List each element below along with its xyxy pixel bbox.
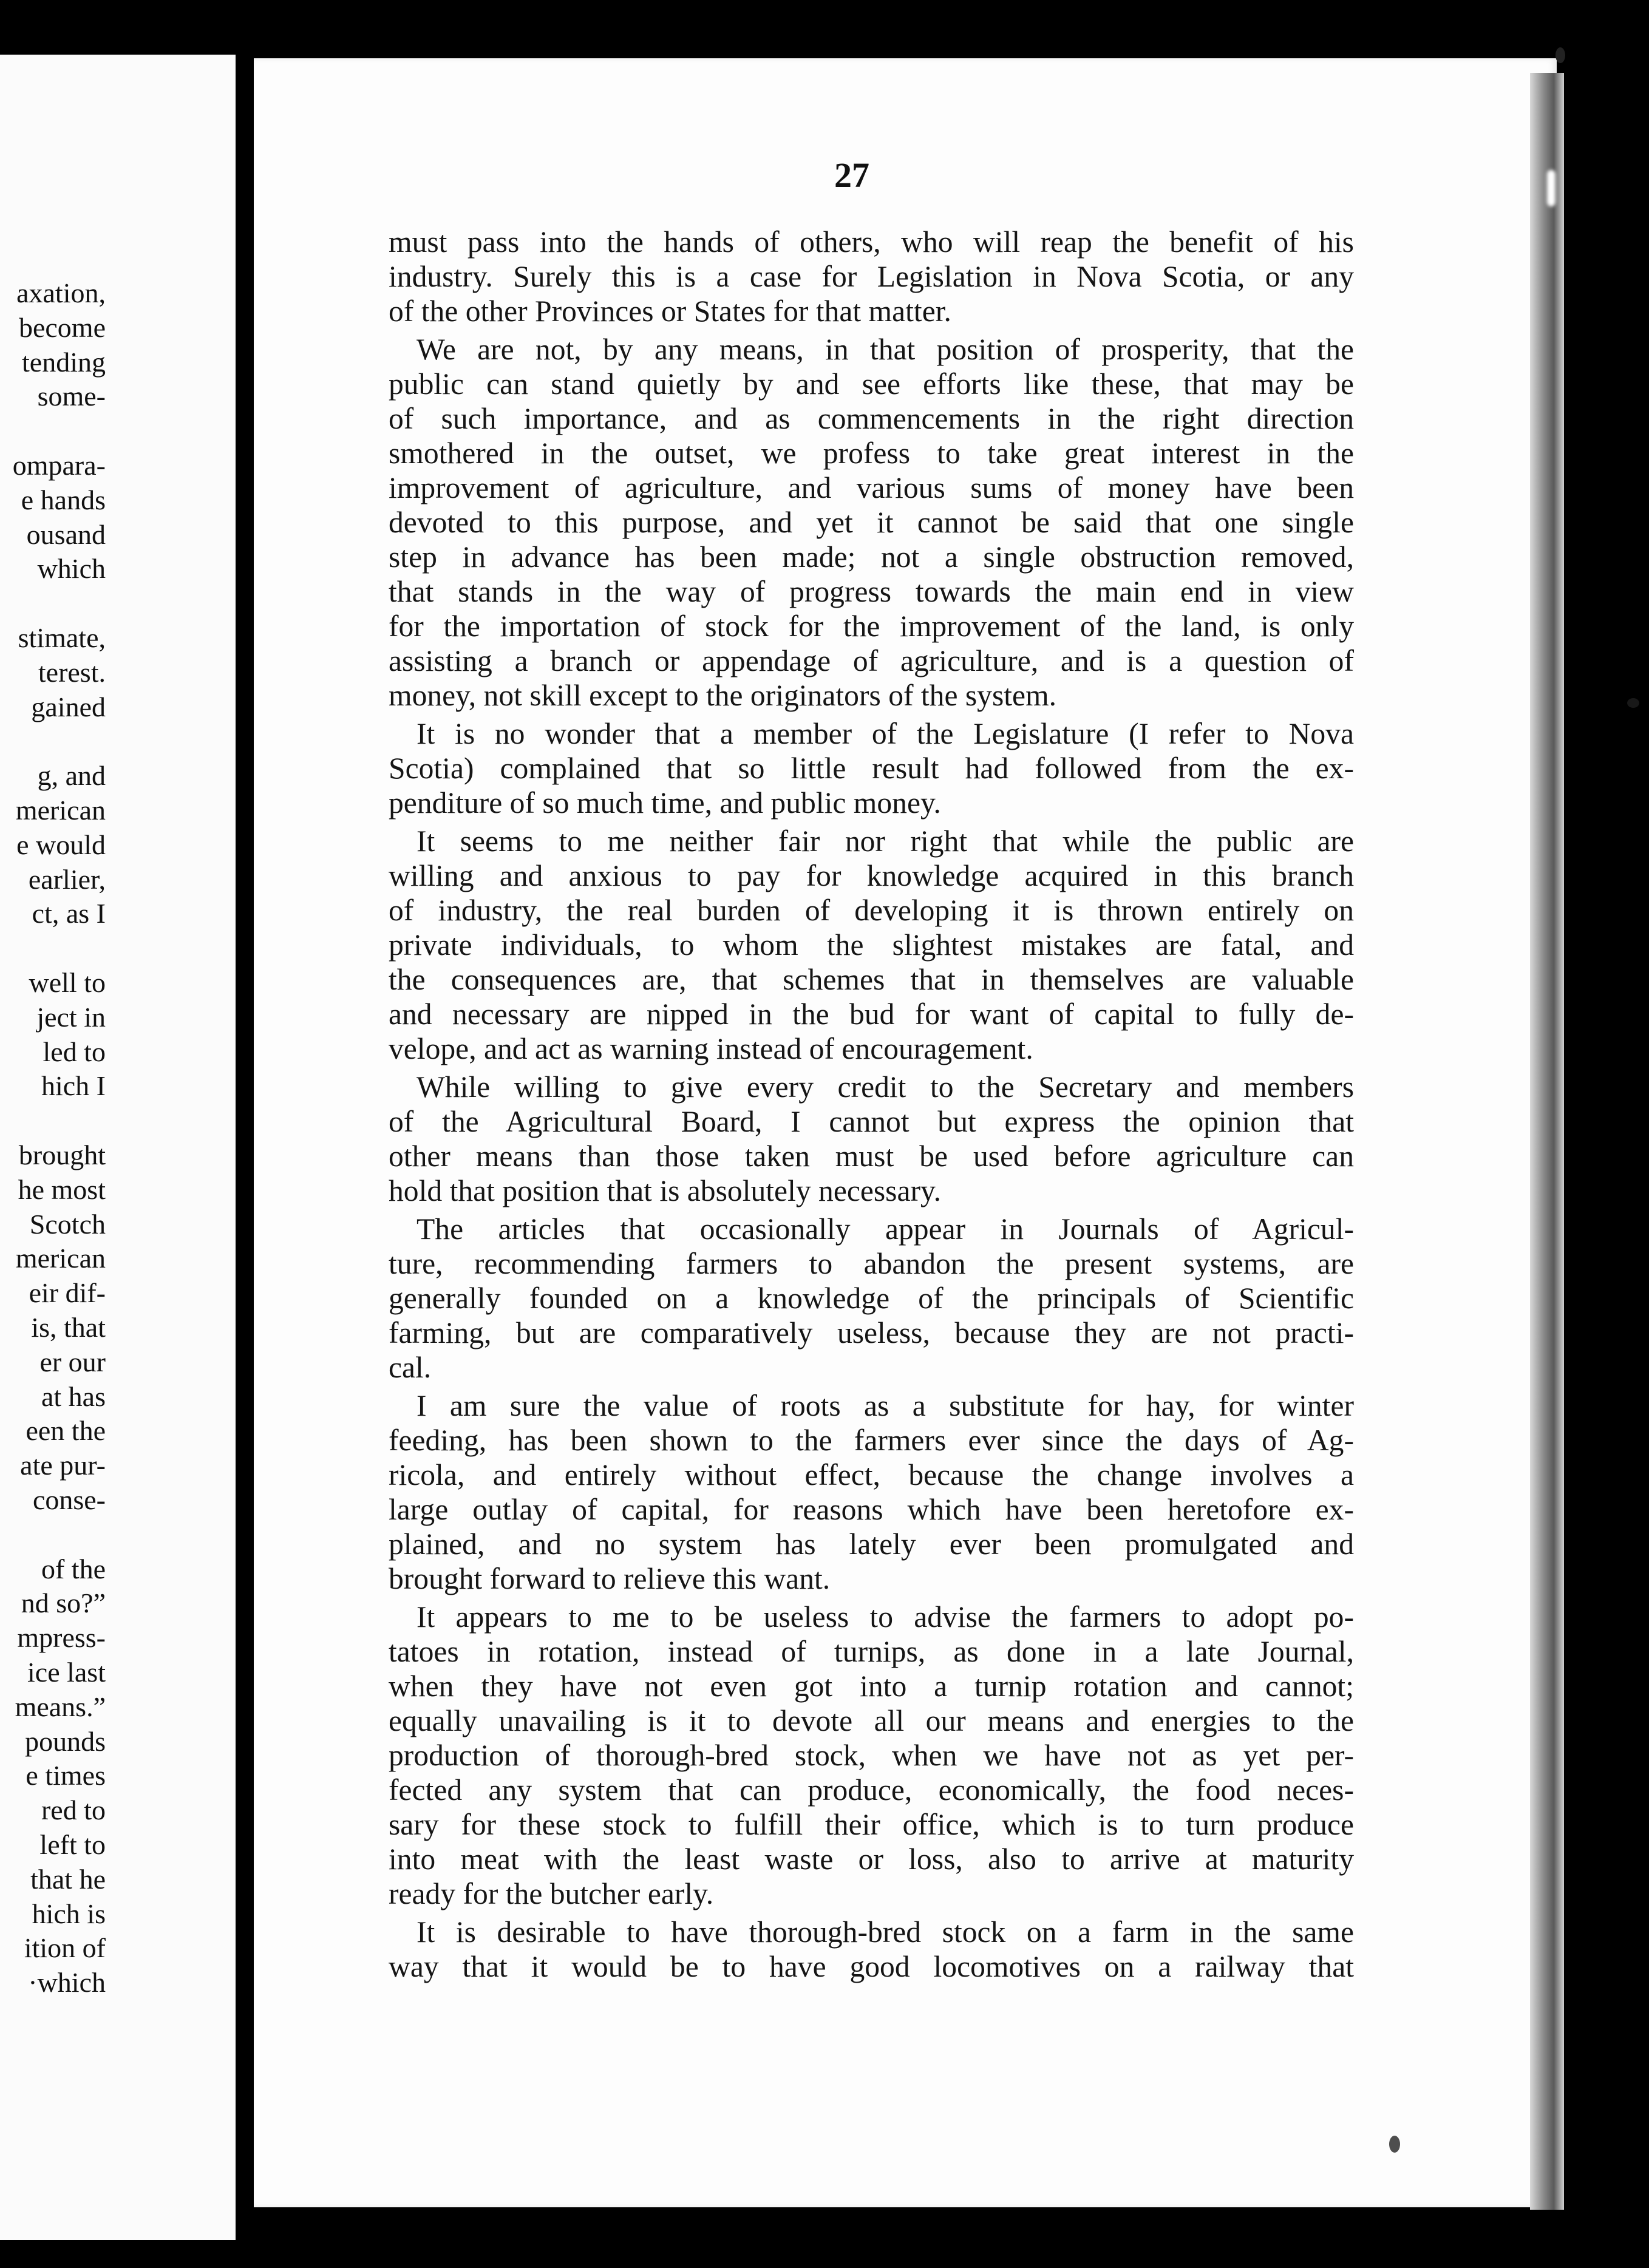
previous-page-line: merican [15,1243,106,1274]
previous-page-line: eir dif- [29,1277,106,1309]
paragraph [389,1388,1354,1596]
previous-page-line: ct, as I [32,898,106,929]
text-line: when they have not even got into a turnip rotation and cannot; [389,1669,1354,1703]
ink-speck [1389,2136,1400,2153]
previous-page-line: merican [15,795,106,826]
previous-page-line: ject in [36,1001,106,1033]
text-line: public can stand quietly by and see efforts like these, that may be [389,367,1354,401]
previous-page-line: become [18,311,106,343]
paragraph [389,716,1354,820]
ink-speck [1627,698,1639,708]
previous-page-line: ition of [24,1932,106,1964]
text-line: ricola, and entirely without effect, because the change involves a [389,1458,1354,1492]
text-line: fected any system that can produce, economically, the food neces- [389,1773,1354,1807]
text-line: devoted to this purpose, and yet it cannot be said that one single [389,506,1354,539]
previous-page-fragment [0,55,236,2240]
text-line: sary for these stock to fulfill their office, which is to turn produce [389,1808,1354,1841]
text-line: way that it would be to have good locomotives on a railway that [389,1950,1354,1983]
previous-page-text-column [0,55,106,2240]
text-line: smothered in the outset, we profess to take great interest in the [389,436,1354,470]
text-line: It is no wonder that a member of the Legislature (I refer to Nova [416,717,1354,750]
text-line: of industry, the real burden of developing it is thrown entirely on [389,894,1354,927]
text-line: It appears to me to be useless to advise the farmers to adopt po- [416,1600,1354,1634]
text-line: We are not, by any means, in that position of prosperity, that the [416,333,1354,366]
text-line: brought forward to relieve this want. [389,1562,831,1595]
paragraph [389,225,1354,328]
paragraph [389,332,1354,713]
previous-page-line: conse- [32,1484,106,1515]
text-line: for the importation of stock for the improvement of the land, is only [389,609,1354,643]
text-line: I am sure the value of roots as a substitute for hay, for winter [416,1389,1354,1422]
previous-page-line: nd so?” [21,1587,106,1619]
text-line: industry. Surely this is a case for Legislation in Nova Scotia, or any [389,260,1354,293]
text-line: farming, but are comparatively useless, because they are not practi- [389,1316,1354,1350]
text-line: of the other Provinces or States for that matter. [389,294,951,328]
text-line: tatoes in rotation, instead of turnips, as done in a late Journal, [389,1635,1354,1668]
text-line: of the Agricultural Board, I cannot but express the opinion that [389,1105,1354,1138]
previous-page-line: of the [41,1553,106,1584]
text-line: private individuals, to whom the slightest mistakes are fatal, and [389,928,1354,962]
text-line: It is desirable to have thorough-bred stock on a farm in the same [416,1915,1354,1949]
text-line: the consequences are, that schemes that in themselves are valuable [389,963,1354,996]
text-line: other means than those taken must be used before agriculture can [389,1139,1354,1173]
text-line: must pass into the hands of others, who will reap the benefit of his [389,225,1354,259]
previous-page-line: well to [29,967,106,998]
text-line: velope, and act as warning instead of encouragement. [389,1032,1033,1065]
previous-page-line: at has [41,1380,106,1412]
previous-page-line: brought [18,1139,106,1170]
previous-page-line: een the [25,1415,106,1447]
previous-page-line: e times [25,1760,106,1791]
text-line: of such importance, and as commencements in the right direction [389,402,1354,435]
text-line: assisting a branch or appendage of agriculture, and is a question of [389,644,1354,677]
previous-page-line: some- [37,381,106,412]
text-line: It seems to me neither fair nor right that while the public are [416,824,1354,858]
text-line: plained, and no system has lately ever been promulgated and [389,1527,1354,1561]
text-line: cal. [389,1351,432,1384]
paragraph [389,1212,1354,1385]
previous-page-line: mpress- [17,1622,106,1654]
previous-page-line: terest. [38,656,106,688]
previous-page-line: axation, [16,277,106,308]
body-text [389,225,1354,1988]
previous-page-line: ompara- [12,450,106,481]
text-line: large outlay of capital, for reasons which have been heretofore ex- [389,1493,1354,1526]
previous-page-line: tending [22,346,106,378]
text-line: production of thorough-bred stock, when we have not as yet per- [389,1739,1354,1772]
page-number: 27 [834,155,869,195]
previous-page-line: e would [16,829,106,860]
previous-page-line: left to [39,1829,106,1860]
text-line: feeding, has been shown to the farmers ever since the days of Ag- [389,1424,1354,1457]
ink-speck [1555,47,1565,63]
text-line: Scotia) complained that so little result had followed from the ex- [389,752,1354,785]
text-line: step in advance has been made; not a single obstruction removed, [389,540,1354,574]
text-line: ture, recommending farmers to abandon the present systems, are [389,1247,1354,1280]
previous-page-line: stimate, [18,622,106,653]
previous-page-line: means.” [15,1691,106,1722]
previous-page-line: hich I [41,1070,106,1102]
previous-page-line: earlier, [28,863,106,895]
previous-page-line: g, and [37,760,106,792]
previous-page-line: er our [39,1346,106,1377]
text-line: penditure of so much time, and public money. [389,786,941,820]
text-line: improvement of agriculture, and various sums of money have been [389,471,1354,504]
previous-page-line: ·which [28,1967,106,1998]
text-line: generally founded on a knowledge of the principals of Scientific [389,1282,1354,1315]
page-edge-highlight [1547,170,1555,206]
previous-page-line: led to [42,1036,106,1067]
previous-page-line: ice last [27,1657,106,1688]
text-line: into meat with the least waste or loss, also to arrive at maturity [389,1842,1354,1876]
text-line: money, not skill except to the originators of the system. [389,679,1057,712]
paragraph [389,1915,1354,1984]
previous-page-line: which [37,553,106,585]
previous-page-line: ousand [26,518,106,550]
text-line: ready for the butcher early. [389,1877,714,1910]
previous-page-line: Scotch [29,1208,106,1240]
text-line: The articles that occasionally appear in Journals of Agricul- [416,1212,1354,1246]
previous-page-line: red to [41,1794,106,1826]
previous-page-line: e hands [21,484,106,515]
previous-page-line: pounds [25,1725,106,1757]
paragraph [389,824,1354,1066]
page-edge-shadow [1530,73,1564,2210]
previous-page-line: ate pur- [20,1450,106,1481]
text-line: equally unavailing is it to devote all our means and energies to the [389,1704,1354,1737]
paragraph [389,1600,1354,1911]
text-line: and necessary are nipped in the bud for want of capital to fully de- [389,997,1354,1031]
previous-page-line: that he [30,1863,106,1895]
previous-page-line: is, that [31,1312,106,1343]
paragraph [389,1070,1354,1208]
text-line: hold that position that is absolutely necessary. [389,1174,941,1207]
text-line: willing and anxious to pay for knowledge acquired in this branch [389,859,1354,892]
text-line: that stands in the way of progress towards the main end in view [389,575,1354,608]
previous-page-line: gained [31,691,106,722]
previous-page-line: he most [18,1173,106,1205]
text-line: While willing to give every credit to the Secretary and members [416,1070,1354,1104]
previous-page-line: hich is [32,1898,106,1929]
